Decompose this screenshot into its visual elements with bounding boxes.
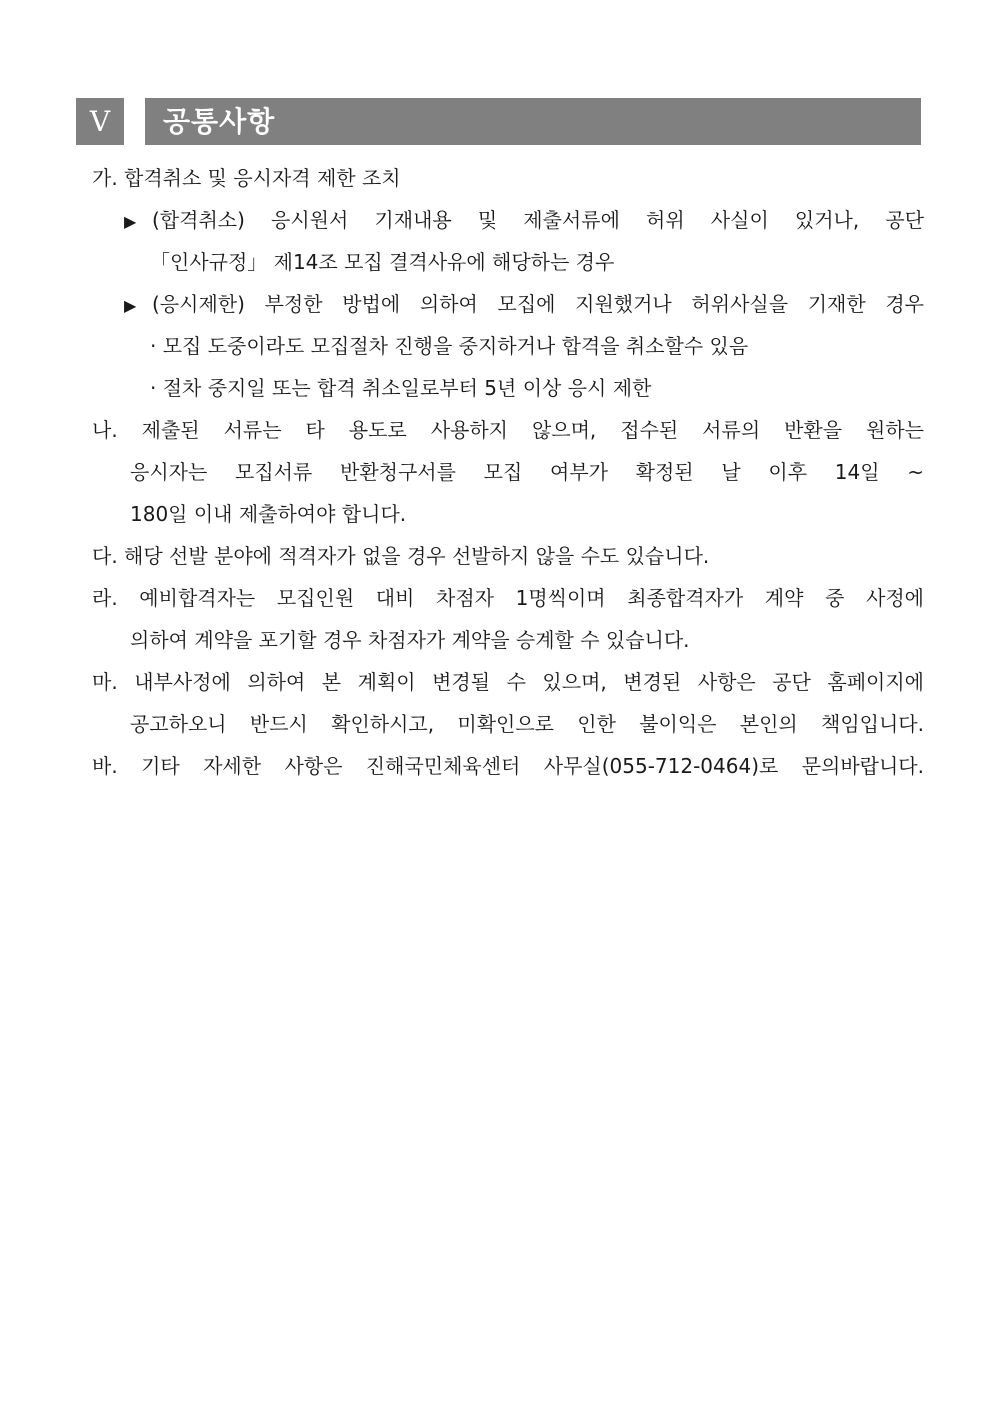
item-ga-bullet-1-line-2: 「인사규정」 제14조 모집 결격사유에 해당하는 경우 (150, 250, 615, 274)
item-ma-line-1: 마. 내부사정에 의하여 본 계획이 변경될 수 있으며, 변경된 사항은 공단 홈페이지에 (92, 670, 924, 694)
bullet-arrow-icon: ▶ (124, 296, 137, 315)
item-ra-line-1: 라. 예비합격자는 모집인원 대비 차점자 1명씩이며 최종합격자가 계약 중 사정에 (92, 586, 924, 610)
item-ga-heading: 가. 합격취소 및 응시자격 제한 조치 (92, 166, 401, 190)
item-ba: 바. 기타 자세한 사항은 진해국민체육센터 사무실(055-712-0464)로 문의바랍니다. (92, 754, 924, 778)
section-number: Ⅴ (76, 98, 124, 145)
section-header (76, 98, 921, 145)
section-title: 공통사항 (163, 105, 276, 138)
item-na-line-3: 180일 이내 제출하여야 합니다. (130, 502, 407, 526)
item-ma-line-2: 공고하오니 반드시 확인하시고, 미확인으로 인한 불이익은 본인의 책임입니다. (130, 712, 924, 736)
section-title-bar (145, 98, 921, 145)
item-ra-line-2: 의하여 계약을 포기할 경우 차점자가 계약을 승계할 수 있습니다. (130, 628, 690, 652)
document-body (92, 157, 924, 787)
item-ga-bullet-2-line-1 (92, 283, 924, 325)
item-ga-sub-2: · 절차 중지일 또는 합격 취소일로부터 5년 이상 응시 제한 (150, 376, 652, 400)
bullet-arrow-icon: ▶ (124, 212, 137, 231)
item-da: 다. 해당 선발 분야에 적격자가 없을 경우 선발하지 않을 수도 있습니다. (92, 544, 710, 568)
item-ga-sub-1: · 모집 도중이라도 모집절차 진행을 중지하거나 합격을 취소할수 있음 (150, 334, 749, 358)
item-na-line-1: 나. 제출된 서류는 타 용도로 사용하지 않으며, 접수된 서류의 반환을 원하는 (92, 418, 924, 442)
bullet-text: (합격취소) 응시원서 기재내용 및 제출서류에 허위 사실이 있거나, 공단 (152, 208, 924, 232)
item-na-line-2: 응시자는 모집서류 반환청구서를 모집 여부가 확정된 날 이후 14일 ~ (130, 460, 924, 484)
item-ga-bullet-1-line-1 (92, 199, 924, 241)
bullet-text: (응시제한) 부정한 방법에 의하여 모집에 지원했거나 허위사실을 기재한 경우 (152, 292, 924, 316)
